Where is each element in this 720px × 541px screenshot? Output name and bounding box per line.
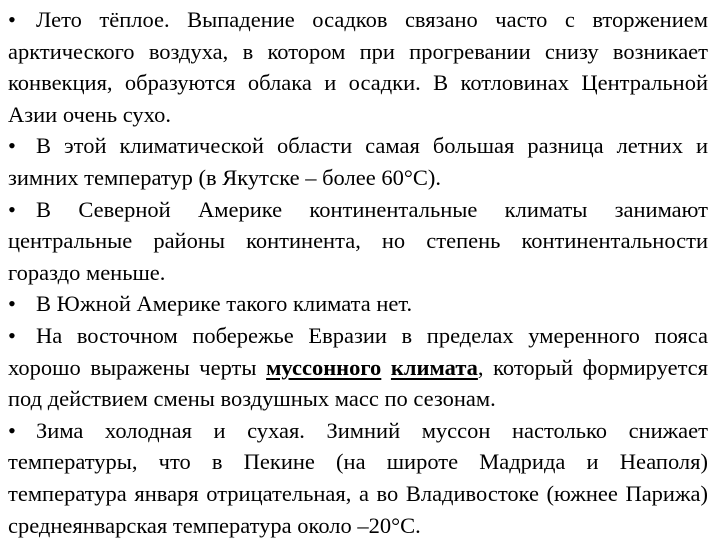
paragraph-text: Зима холодная и сухая. Зимний муссон настолько снижает температуры, что в Пекине (на широте Мадрида и Неаполя) температура января отрицательная, а во Владивостоке (южнее Парижа) среднеянварская температура около –20°С. bbox=[8, 417, 708, 538]
bullet-icon: • bbox=[8, 196, 16, 222]
paragraph-winter bbox=[8, 415, 708, 541]
bullet-icon: • bbox=[8, 291, 16, 317]
paragraph-text-before: На восточном побережье Евразии в пределах умеренного пояса хорошо выражены черты bbox=[8, 322, 708, 380]
paragraph-text: В этой климатической области самая большая разница летних и зимних температур (в Якутске – более 60°С). bbox=[8, 133, 708, 190]
paragraph-east-eurasia bbox=[8, 320, 708, 415]
climate-link[interactable]: климата bbox=[390, 354, 478, 380]
monsoon-link[interactable]: муссонного bbox=[266, 354, 382, 380]
document-page bbox=[8, 4, 708, 541]
paragraph-text: Лето тёплое. Выпадение осадков связано часто с вторжением арктического воздуха, в котором при прогревании снизу возникает конвекция, образуются облака и осадки. В котловинах Центральной Азии очень сухо. bbox=[8, 7, 708, 127]
link-space bbox=[381, 355, 391, 380]
paragraph-text: В Южной Америке такого климата нет. bbox=[36, 291, 413, 317]
paragraph-text-after: , который формируется под действием смены воздушных масс по сезонам. bbox=[8, 354, 709, 412]
bullet-icon: • bbox=[8, 417, 16, 443]
bullet-icon: • bbox=[8, 7, 16, 32]
bullet-icon: • bbox=[8, 133, 16, 159]
paragraph-north-america bbox=[8, 194, 708, 289]
paragraph-south-america bbox=[8, 288, 708, 320]
paragraph-summer bbox=[8, 4, 708, 130]
bullet-icon: • bbox=[8, 322, 16, 348]
paragraph-temperature-difference bbox=[8, 130, 708, 193]
paragraph-text: В Северной Америке континентальные климаты занимают центральные районы континента, но степень континентальности гораздо меньше. bbox=[8, 196, 708, 285]
